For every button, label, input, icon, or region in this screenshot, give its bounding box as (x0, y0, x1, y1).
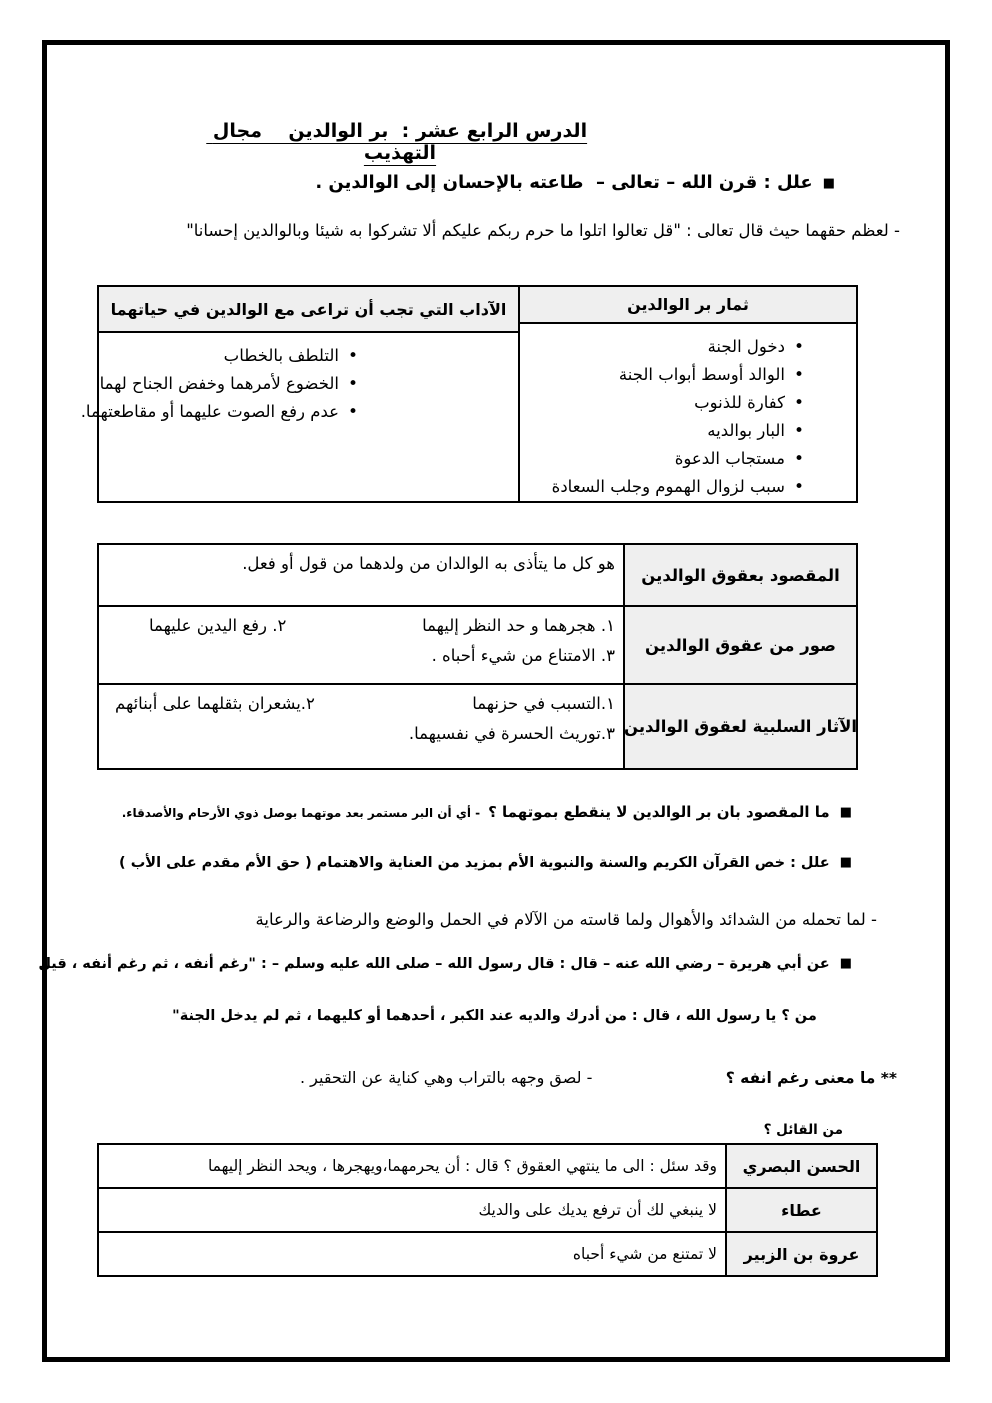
definition-cell: هو كل ما يتأذى به الوالدان من ولدهما من قول أو فعل. (242, 554, 615, 573)
list-item (520, 445, 804, 473)
bullet-dot-icon: • (347, 346, 358, 366)
bullet-dot-icon: • (793, 337, 804, 357)
bullet-dot-icon: • (793, 421, 804, 441)
list-item-text: الخضوع لأمرهما وخفض الجناح لهما (99, 374, 339, 393)
effect-item: ٣.توريث الحسرة في نفسيهما. (408, 724, 615, 743)
speaker-name-cell: عروة بن الزبير (725, 1233, 876, 1275)
list-item-text: الوالد أوسط أبواب الجنة (618, 365, 785, 384)
form-item: ٢. رفع اليدين عليهما (149, 616, 287, 635)
speaker-quote-cell: لا ينبغي لك أن ترفع يديك على والديك (478, 1201, 717, 1219)
fruits-column (518, 287, 856, 501)
list-item (99, 370, 358, 398)
speaker-name-cell: عطاء (725, 1189, 876, 1231)
table-row (99, 1145, 876, 1187)
nose-meaning-question: ** ما معنى رغم انفه ؟ (725, 1069, 897, 1087)
table-row (99, 1187, 876, 1231)
list-item-text: البار بوالديه (707, 421, 785, 440)
bullet-dot-icon: • (793, 449, 804, 469)
speaker-quote-cell: وقد سئل : الى ما ينتهي العقوق ؟ قال : أن يحرمهما،ويهجرها ، ويحد النظر إليهما (207, 1157, 717, 1175)
hadith-text-1: عن أبي هريرة – رضي الله عنه – قال : قال رسول الله – صلى الله عليه وسلم – : "رغم أنفه ، ثم رغم أنفه ، قيل (38, 956, 830, 972)
list-item (520, 333, 804, 361)
speakers-table (97, 1143, 878, 1277)
hadith-line-2: من ؟ يا رسول الله ، قال : من أدرك والديه عند الكبر ، أحدهما أو كليهما ، ثم لم يدخل الجنة" (172, 1008, 817, 1024)
bullet-dot-icon: • (347, 374, 358, 394)
square-bullet-icon: ■ (839, 855, 852, 870)
manners-list (80, 333, 518, 501)
bullet-dot-icon: • (793, 365, 804, 385)
reason-prompt-line (315, 172, 835, 193)
table-row (99, 545, 856, 605)
bullet-dot-icon: • (793, 477, 804, 497)
list-item-text: كفارة للذنوب (694, 393, 785, 412)
list-item (520, 389, 804, 417)
continuity-question-line (122, 802, 852, 821)
mother-priority-reason-line: - لما تحمله من الشدائد والأهوال ولما قاسته من الآلام في الحمل والوضع والرضاعة والرعاية (255, 910, 877, 929)
list-item-text: دخول الجنة (707, 337, 785, 356)
manners-header-cell: الآداب التي تجب أن تراعى مع الوالدين في حياتهما (99, 287, 518, 333)
speakers-question-label: من القائل ؟ (763, 1122, 843, 1138)
manners-fruits-table (80, 285, 858, 503)
square-bullet-icon: ■ (839, 805, 852, 820)
nose-meaning-line (300, 1068, 897, 1087)
bullet-dot-icon: • (347, 402, 358, 422)
fruits-list (520, 324, 856, 501)
effects-header-cell: الآثار السلبية لعقوق الوالدين (623, 685, 856, 768)
effects-line-1 (109, 694, 615, 713)
fruits-header-cell: ثمار بر الوالدين (520, 287, 856, 324)
mother-priority-prompt-line (119, 855, 852, 871)
table-row (99, 605, 856, 683)
forms-header-cell: صور من عقوق الوالدين (623, 607, 856, 683)
reason-prompt-text: علل : قرن الله – تعالى – طاعته بالإحسان إلى الوالدين . (315, 172, 813, 193)
list-item-text: مستجاب الدعوة (674, 449, 785, 468)
list-item (80, 398, 358, 426)
continuity-question: ما المقصود بان بر الوالدين لا ينقطع بموتهما ؟ (488, 803, 830, 821)
bullet-dot-icon: • (793, 393, 804, 413)
forms-cell (99, 607, 623, 683)
square-bullet-icon: ■ (839, 956, 852, 971)
undutifulness-table (97, 543, 858, 770)
effect-item: ٢.يشعران بثقلهما على أبنائهم (115, 694, 315, 713)
speaker-quote-cell: لا تمتنع من شيء أحباه (572, 1245, 717, 1263)
form-item: ١. هجرهما و حد النظر إليهما (422, 616, 615, 635)
list-item-text: سبب لزوال الهموم وجلب السعادة (551, 477, 785, 496)
square-bullet-icon: ■ (822, 176, 835, 191)
manners-column (80, 287, 518, 501)
table-row (99, 1231, 876, 1275)
list-item (520, 473, 804, 501)
effect-item: ١.التسبب في حزنهما (472, 694, 615, 713)
list-item (520, 361, 804, 389)
forms-line-1 (109, 616, 615, 635)
hadith-line-1 (38, 956, 852, 972)
quran-verse-line: - لعظم حقهما حيث قال تعالى : "قل تعالوا اتلوا ما حرم ربكم عليكم ألا تشركوا به شيئا وبالوالدين إحسانا" (186, 221, 900, 240)
nose-meaning-answer: - لصق وجهه بالتراب وهي كناية عن التحقير . (300, 1068, 593, 1087)
list-item-text: التلطف بالخطاب (223, 346, 339, 365)
mother-priority-prompt: علل : خص القرآن الكريم والسنة والنبوية الأم بمزيد من العناية والاهتمام ( حق الأم مقدم على الأب ) (119, 855, 830, 871)
list-item-text: عدم رفع الصوت عليهما أو مقاطعتهما. (80, 402, 339, 421)
speaker-name-cell: الحسن البصري (725, 1145, 876, 1187)
table-row (99, 683, 856, 768)
effects-cell (99, 685, 623, 768)
form-item: ٣. الامتناع من شيء أحباه . (431, 646, 615, 665)
definition-header-cell: المقصود بعقوق الوالدين (623, 545, 856, 605)
lesson-title: الدرس الرابع عشر : بر الوالدين مجال التهذيب (206, 120, 588, 164)
continuity-answer: - أي أن البر مستمر بعد موتهما بوصل ذوي الأرحام والأصدقاء. (121, 806, 481, 820)
list-item (520, 417, 804, 445)
list-item (99, 342, 358, 370)
